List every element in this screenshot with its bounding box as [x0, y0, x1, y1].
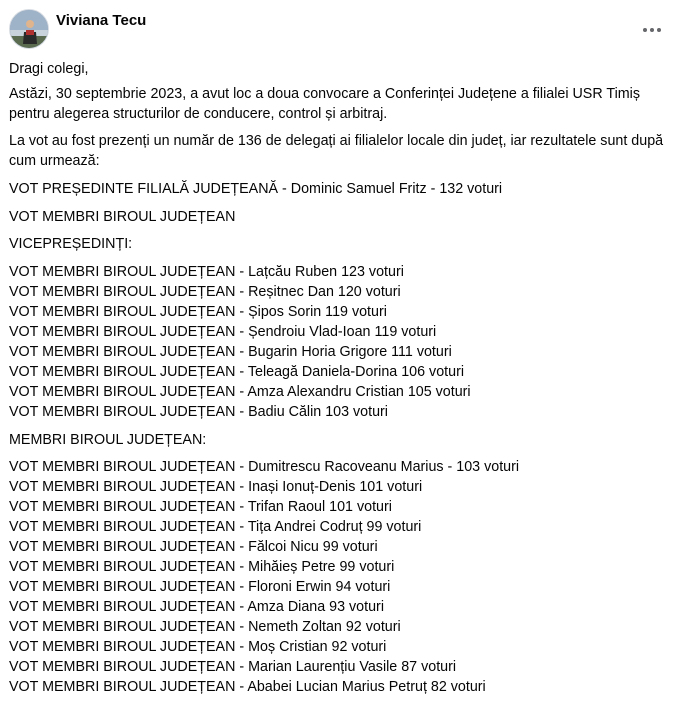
avatar[interactable]: [9, 9, 49, 49]
member-vote-line: VOT MEMBRI BIROUL JUDEȚEAN - Ababei Lucian Marius Petruț 82 voturi: [9, 679, 486, 695]
member-vote-line: VOT MEMBRI BIROUL JUDEȚEAN - Nemeth Zoltan 92 voturi: [9, 619, 401, 635]
member-vote-line: VOT MEMBRI BIROUL JUDEȚEAN - Tița Andrei Codruț 99 voturi: [9, 519, 422, 535]
president-vote-line: VOT PREȘEDINTE FILIALĂ JUDEȚEANĂ - Dominic Samuel Fritz - 132 voturi: [9, 181, 503, 197]
member-vote-line: VOT MEMBRI BIROUL JUDEȚEAN - Inași Ionuț-Denis 101 voturi: [9, 479, 423, 495]
vice-vote-line: VOT MEMBRI BIROUL JUDEȚEAN - Șipos Sorin 119 voturi: [9, 304, 387, 320]
member-vote-line: VOT MEMBRI BIROUL JUDEȚEAN - Trifan Raoul 101 voturi: [9, 499, 392, 515]
more-options-icon[interactable]: [640, 17, 664, 41]
post-author-name[interactable]: Viviana Tecu: [56, 12, 147, 29]
vice-vote-line: VOT MEMBRI BIROUL JUDEȚEAN - Badiu Călin 103 voturi: [9, 404, 388, 420]
post-header: [9, 9, 664, 51]
member-vote-line: VOT MEMBRI BIROUL JUDEȚEAN - Marian Laurențiu Vasile 87 voturi: [9, 659, 457, 675]
vice-vote-line: VOT MEMBRI BIROUL JUDEȚEAN - Teleagă Daniela-Dorina 106 voturi: [9, 364, 465, 380]
vice-vote-line: VOT MEMBRI BIROUL JUDEȚEAN - Reșitnec Dan 120 voturi: [9, 284, 401, 300]
vice-vote-line: VOT MEMBRI BIROUL JUDEȚEAN - Șendroiu Vlad-Ioan 119 voturi: [9, 324, 437, 340]
member-vote-line: VOT MEMBRI BIROUL JUDEȚEAN - Mihăieș Petre 99 voturi: [9, 559, 395, 575]
member-vote-line: VOT MEMBRI BIROUL JUDEȚEAN - Floroni Erwin 94 voturi: [9, 579, 391, 595]
post-greeting: Dragi colegi,: [9, 61, 89, 77]
biro-heading: VOT MEMBRI BIROUL JUDEȚEAN: [9, 209, 236, 225]
member-vote-line: VOT MEMBRI BIROUL JUDEȚEAN - Dumitrescu Racoveanu Marius - 103 voturi: [9, 459, 520, 475]
members-heading: MEMBRI BIROUL JUDEȚEAN:: [9, 432, 207, 448]
vicepresidents-list: [9, 262, 471, 422]
member-vote-line: VOT MEMBRI BIROUL JUDEȚEAN - Amza Diana 93 voturi: [9, 599, 384, 615]
avatar-photo-icon: [10, 10, 49, 49]
post-vote-info: La vot au fost prezenți un număr de 136 de delegați ai filialelor locale din județ, iar rezultatele sunt după cum urmează:: [9, 133, 664, 169]
vice-vote-line: VOT MEMBRI BIROUL JUDEȚEAN - Amza Alexandru Cristian 105 voturi: [9, 384, 471, 400]
member-vote-line: VOT MEMBRI BIROUL JUDEȚEAN - Fălcoi Nicu 99 voturi: [9, 539, 378, 555]
vice-vote-line: VOT MEMBRI BIROUL JUDEȚEAN - Bugarin Horia Grigore 111 voturi: [9, 344, 452, 360]
member-vote-line: VOT MEMBRI BIROUL JUDEȚEAN - Moș Cristian 92 voturi: [9, 639, 387, 655]
vicepresidents-heading: VICEPREȘEDINȚI:: [9, 236, 133, 252]
members-list: [9, 457, 519, 697]
post-intro: Astăzi, 30 septembrie 2023, a avut loc a doua convocare a Conferinței Județene a filialei USR Timiș pentru alegerea structurilor de conducere, control și arbitraj.: [9, 86, 640, 122]
vice-vote-line: VOT MEMBRI BIROUL JUDEȚEAN - Lațcău Ruben 123 voturi: [9, 264, 404, 280]
